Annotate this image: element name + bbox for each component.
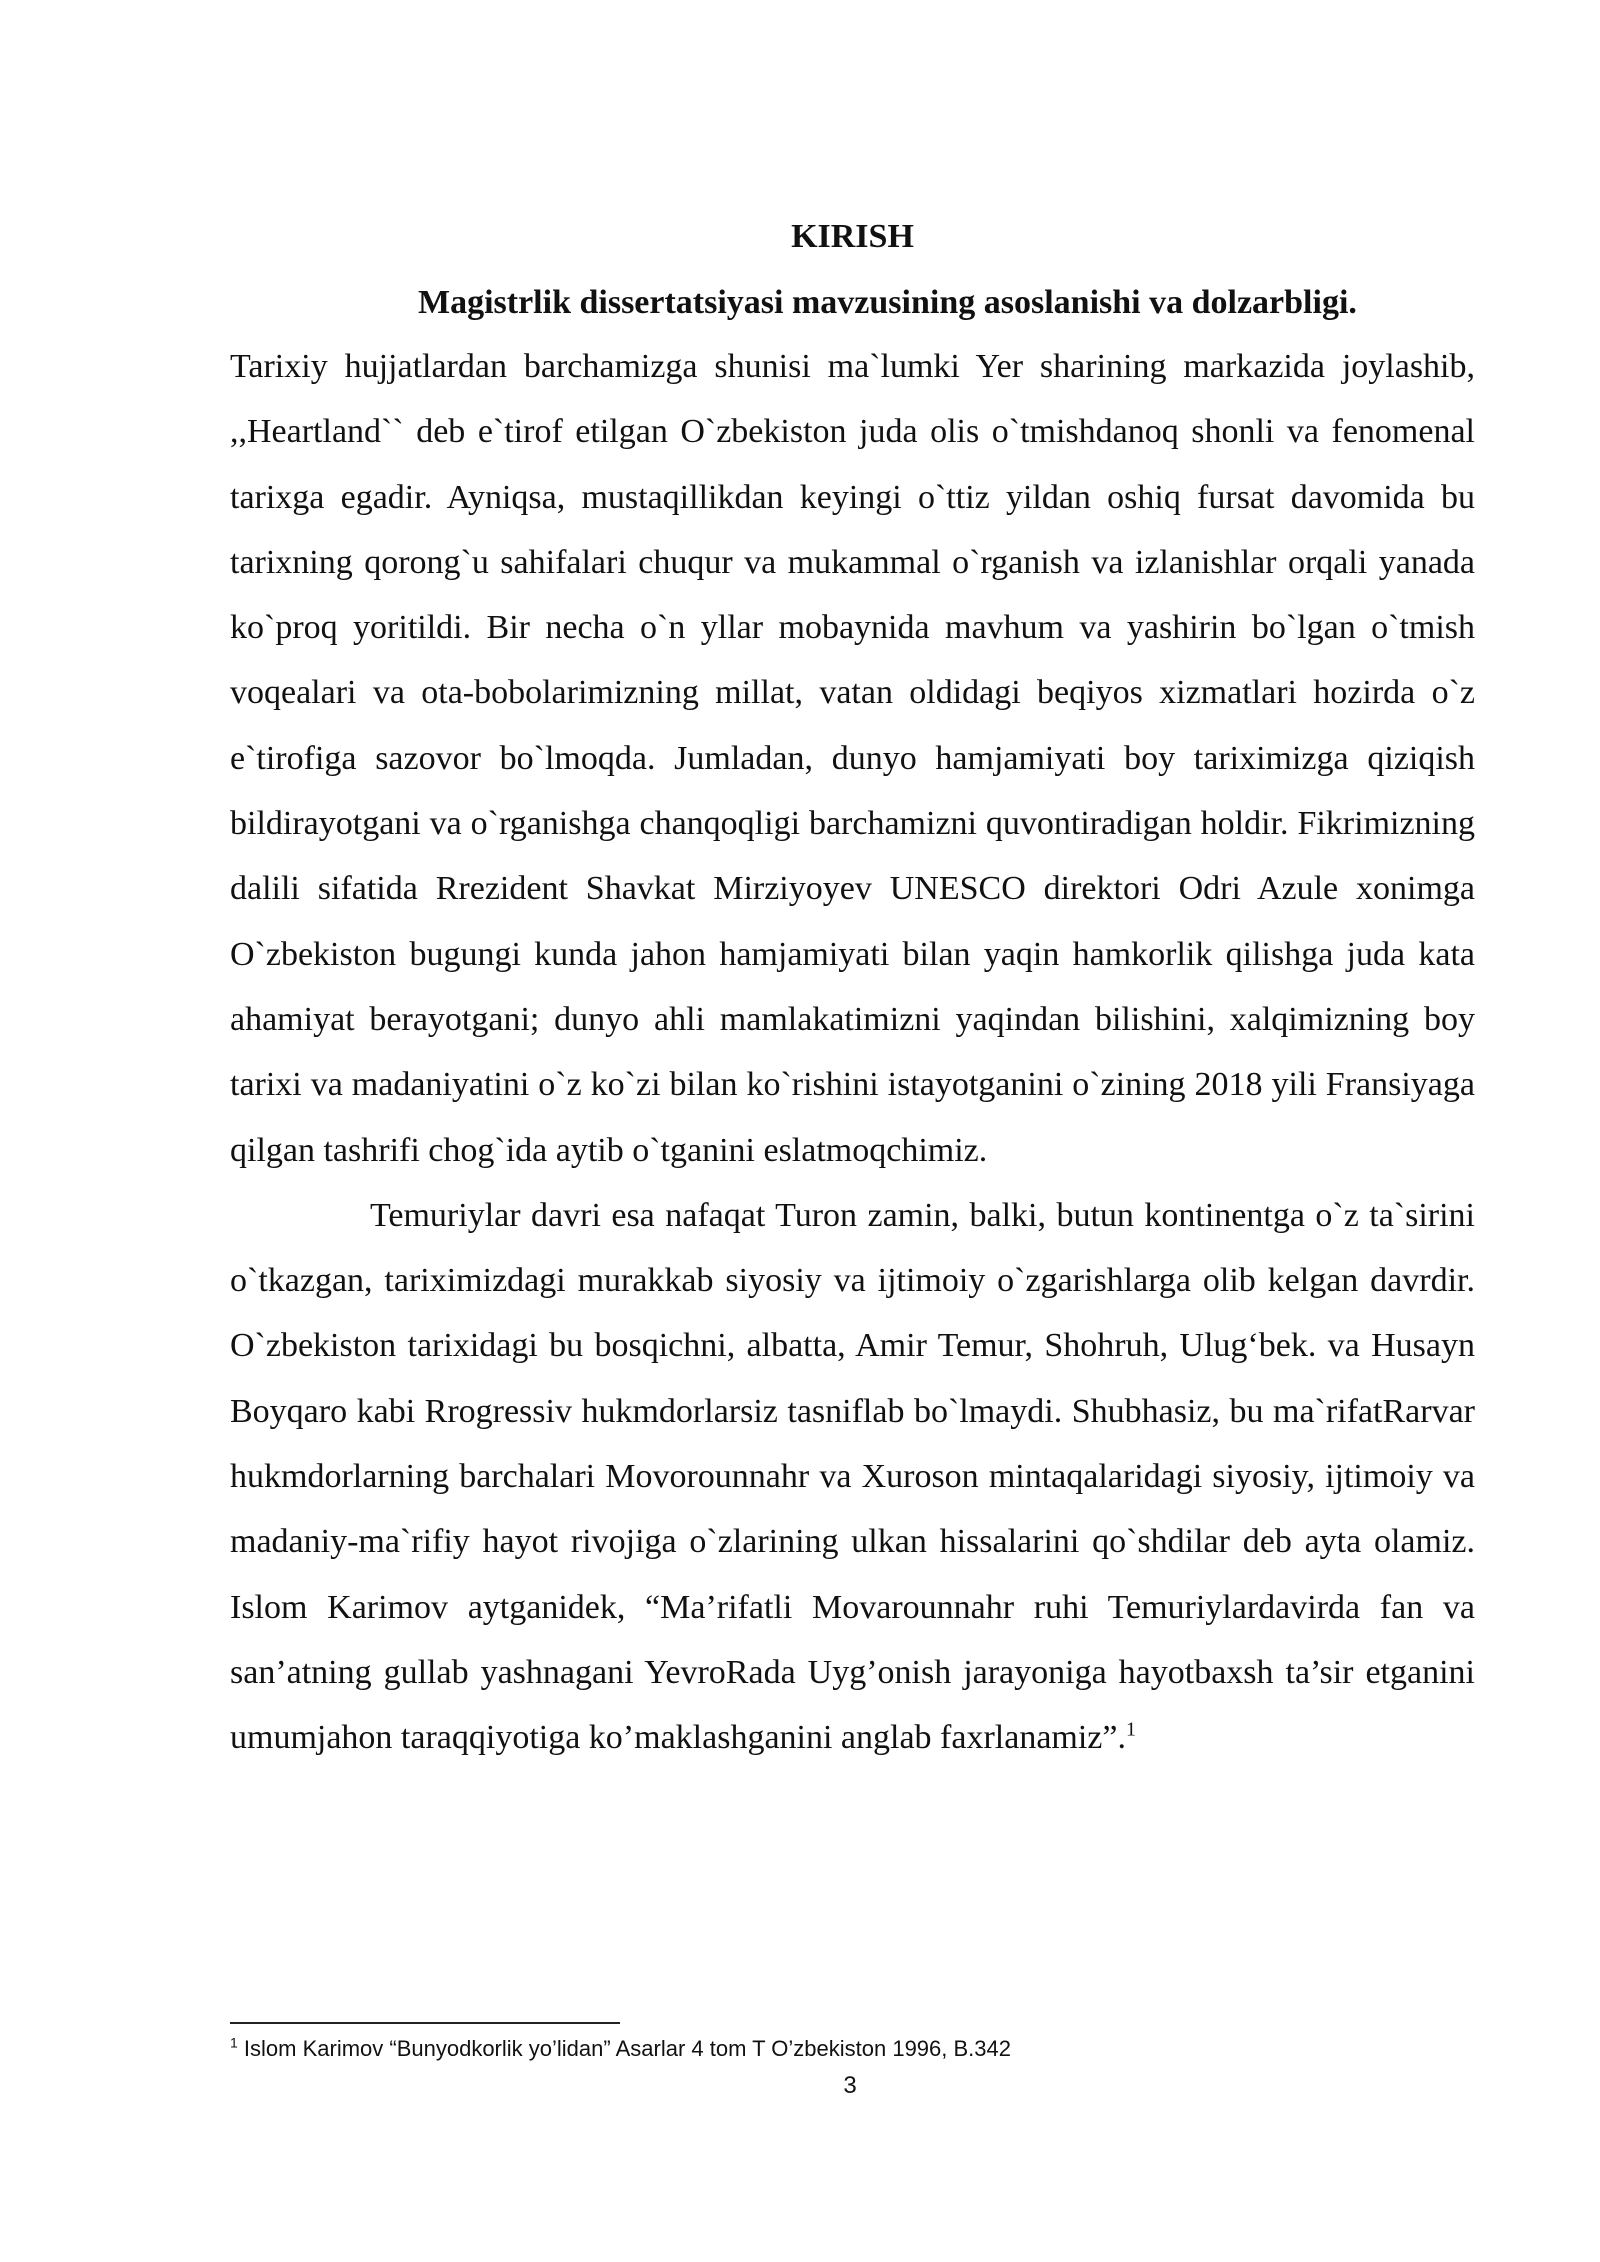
page-number: 3 <box>843 2072 857 2099</box>
document-title: KIRISH <box>791 218 914 255</box>
footnote-separator <box>230 2022 620 2024</box>
footnote-number: 1 <box>230 2034 238 2051</box>
footnote <box>230 2036 1011 2062</box>
body-paragraph-2-text: Temuriylar davri esa nafaqat Turon zamin, balki, butun kontinentga o`z ta`sirini o`tkazgan, tariximizdagi murakkab siyosiy va ijtimoiy o`zgarishlarga olib kelgan davrdir. O`zbekiston tarixidagi bu bosqichni, albatta, Amir Temur, Shohruh, Ulug‘bek. va Husayn Boyqaro kabi Rrogressiv hukmdorlarsiz tasniflab bo`lmaydi. Shubhasiz, bu ma`rifatRarvar hukmdorlarning barchalari Movorounnahr va Xuroson mintaqalaridagi siyosiy, ijtimoiy va madaniy-ma`rifiy hayot rivojiga o`zlarining ulkan hissalarini qo`shdilar deb ayta olamiz. Islom Karimov aytganidek, “Ma’rifatli Movarounnahr ruhi Temuriylardavirda fan va san’atning gullab yashnagani YevroRada Uyg’onish jarayoniga hayotbaxsh ta’sir etganini umumjahon taraqqiyotiga ko’maklashganini anglab faxrlanamiz”. <box>230 1196 1475 1757</box>
body-paragraph-2 <box>230 1183 1475 1771</box>
section-subtitle: Magistrlik dissertatsiyasi mavzusining asoslanishi va dolzarbligi. <box>418 284 1357 321</box>
document-page <box>230 210 1475 1771</box>
footnote-text: Islom Karimov “Bunyodkorlik yo’lidan” Asarlar 4 tom T O’zbekiston 1996, B.342 <box>237 2036 1011 2061</box>
footnote-reference[interactable]: 1 <box>1126 1718 1136 1741</box>
body-paragraph-1: Tarixiy hujjatlardan barchamizga shunisi ma`lumki Yer sharining markazida joylashib, ,,Heartland`` deb e`tirof etilgan O`zbekiston juda olis o`tmishdanoq shonli va fenomenal tarixga egadir. Ayniqsa, mustaqillikdan keyingi o`ttiz yildan oshiq fursat davomida bu tarixning qorong`u sahifalari chuqur va mukammal o`rganish va izlanishlar orqali yanada ko`proq yoritildi. Bir necha o`n yllar mobaynida mavhum va yashirin bo`lgan o`tmish voqealari va ota-bobolarimizning millat, vatan oldidagi beqiyos xizmatlari hozirda o`z e`tirofiga sazovor bo`lmoqda. Jumladan, dunyo hamjamiyati boy tariximizga qiziqish bildirayotgani va o`rganishga chanqoqligi barchamizni quvontiradigan holdir. Fikrimizning dalili sifatida Rrezident Shavkat Mirziyoyev UNESCO direktori Odri Azule xonimga O`zbekiston bugungi kunda jahon hamjamiyati bilan yaqin hamkorlik qilishga juda kata ahamiyat berayotgani; dunyo ahli mamlakatimizni yaqindan bilishini, xalqimizning boy tarixi va madaniyatini o`z ko`zi bilan ko`rishini istayotganini o`zining 2018 yili Fransiyaga qilgan tashrifi chog`ida aytib o`tganini eslatmoqchimiz. <box>230 348 1475 1169</box>
